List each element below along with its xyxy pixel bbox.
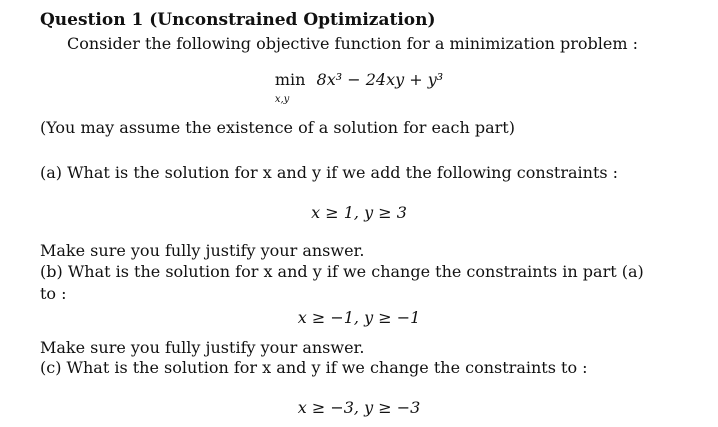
min-operator bbox=[274, 70, 306, 105]
objective-expression: 8x³ − 24xy + y³ bbox=[316, 70, 444, 89]
objective-function bbox=[0, 70, 718, 105]
part-b-constraints: x ≥ −1, y ≥ −1 bbox=[297, 308, 421, 327]
min-subscript: x,y bbox=[274, 94, 290, 105]
part-b-prompt-line2: to : bbox=[40, 284, 67, 303]
part-a-constraints: x ≥ 1, y ≥ 3 bbox=[311, 203, 407, 222]
part-a-justify: Make sure you fully justify your answer. bbox=[40, 241, 365, 260]
part-a-prompt: (a) What is the solution for x and y if we add the following constraints : bbox=[40, 163, 619, 182]
question-title: Question 1 (Unconstrained Optimization) bbox=[40, 10, 436, 30]
part-b-justify: Make sure you fully justify your answer. bbox=[40, 338, 365, 357]
part-b-prompt-line1: (b) What is the solution for x and y if we change the constraints in part (a) bbox=[40, 262, 644, 281]
question-intro: Consider the following objective function for a minimization problem : bbox=[67, 34, 639, 53]
part-c-constraints: x ≥ −3, y ≥ −3 bbox=[297, 398, 421, 417]
assumption-note: (You may assume the existence of a solution for each part) bbox=[40, 118, 515, 137]
min-label: min bbox=[274, 70, 306, 89]
part-c-prompt: (c) What is the solution for x and y if we change the constraints to : bbox=[40, 358, 588, 377]
